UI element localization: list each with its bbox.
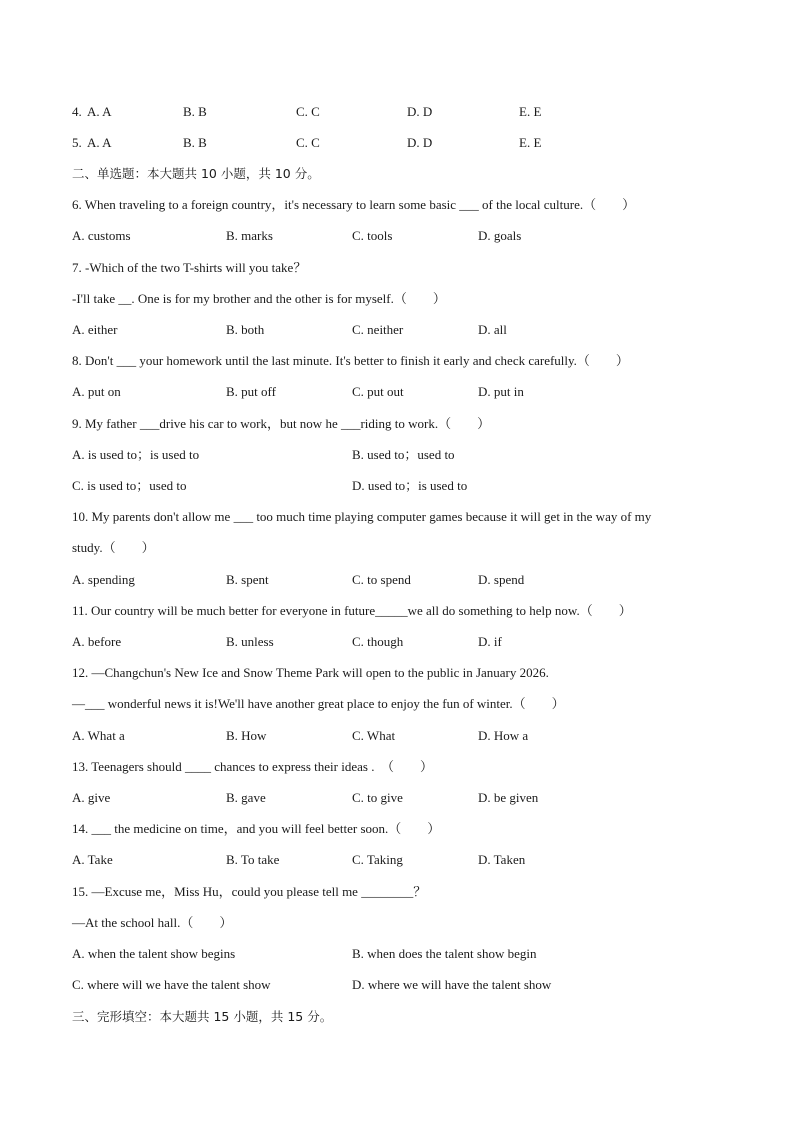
question-stem: 13. Teenagers should ____ chances to express their ideas . （ ） bbox=[72, 759, 433, 774]
option-b: B. B bbox=[183, 135, 207, 150]
option-c: C. though bbox=[352, 634, 404, 649]
question-stem: 8. Don't ___ your homework until the last minute. It's better to finish it early and check carefully.（ ） bbox=[72, 353, 629, 368]
option-c: C. Taking bbox=[352, 852, 403, 867]
option-b: B. B bbox=[183, 104, 207, 119]
option-b: B. when does the talent show begin bbox=[352, 946, 537, 961]
question-number: 4. bbox=[72, 104, 82, 119]
option-a: A. is used to；is used to bbox=[72, 447, 200, 462]
option-a: A. A bbox=[87, 135, 112, 150]
option-a: A. What a bbox=[72, 728, 125, 743]
question-stem: 10. My parents don't allow me ___ too much time playing computer games because it will get in the way of my bbox=[72, 509, 652, 524]
option-b: B. gave bbox=[226, 790, 266, 805]
question-stem: 14. ___ the medicine on time，and you will feel better soon.（ ） bbox=[72, 821, 441, 836]
section-heading: 三、完形填空：本大题共 15 小题，共 15 分。 bbox=[72, 1009, 333, 1024]
option-d: D. goals bbox=[478, 228, 522, 243]
question-number: 5. bbox=[72, 135, 82, 150]
section-heading: 二、单选题：本大题共 10 小题，共 10 分。 bbox=[72, 166, 320, 181]
option-a: A. either bbox=[72, 322, 118, 337]
option-a: A. when the talent show begins bbox=[72, 946, 236, 961]
option-e: E. E bbox=[519, 135, 542, 150]
option-c: C. to spend bbox=[352, 572, 411, 587]
question-stem: 7. -Which of the two T-shirts will you take？ bbox=[72, 260, 307, 275]
question-stem-continued: study.（ ） bbox=[72, 540, 155, 555]
option-c: C. to give bbox=[352, 790, 403, 805]
option-d: D. used to；is used to bbox=[352, 478, 468, 493]
option-a: A. put on bbox=[72, 384, 121, 399]
question-stem: 9. My father ___drive his car to work，but now he ___riding to work.（ ） bbox=[72, 416, 491, 431]
option-a: A. spending bbox=[72, 572, 135, 587]
option-b: B. put off bbox=[226, 384, 276, 399]
question-stem: 15. —Excuse me，Miss Hu，could you please tell me ________？ bbox=[72, 884, 427, 899]
option-d: D. D bbox=[407, 104, 433, 119]
option-d: D. all bbox=[478, 322, 507, 337]
option-c: C. is used to；used to bbox=[72, 478, 187, 493]
option-d: D. Taken bbox=[478, 852, 526, 867]
option-b: B. both bbox=[226, 322, 265, 337]
option-d: D. How a bbox=[478, 728, 529, 743]
option-c: C. neither bbox=[352, 322, 404, 337]
option-d: D. D bbox=[407, 135, 433, 150]
option-d: D. if bbox=[478, 634, 502, 649]
option-a: A. give bbox=[72, 790, 111, 805]
option-a: A. A bbox=[87, 104, 112, 119]
question-stem-continued: —___ wonderful news it is!We'll have another great place to enjoy the fun of winter.（ ） bbox=[72, 696, 565, 711]
question-stem-continued: -I'll take __. One is for my brother and the other is for myself.（ ） bbox=[72, 291, 446, 306]
option-c: C. where will we have the talent show bbox=[72, 977, 271, 992]
option-e: E. E bbox=[519, 104, 542, 119]
option-b: B. unless bbox=[226, 634, 274, 649]
option-c: C. put out bbox=[352, 384, 404, 399]
option-b: B. marks bbox=[226, 228, 273, 243]
option-d: D. be given bbox=[478, 790, 539, 805]
option-b: B. used to；used to bbox=[352, 447, 455, 462]
question-stem: 6. When traveling to a foreign country，it's necessary to learn some basic ___ of the local culture.（ ） bbox=[72, 197, 636, 212]
option-d: D. put in bbox=[478, 384, 524, 399]
option-c: C. C bbox=[296, 104, 320, 119]
question-stem: 11. Our country will be much better for everyone in future_____we all do something to help now.（ ） bbox=[72, 603, 632, 618]
option-d: D. where we will have the talent show bbox=[352, 977, 552, 992]
question-stem: 12. —Changchun's New Ice and Snow Theme Park will open to the public in January 2026. bbox=[72, 665, 549, 680]
option-c: C. C bbox=[296, 135, 320, 150]
option-a: A. before bbox=[72, 634, 122, 649]
option-d: D. spend bbox=[478, 572, 525, 587]
option-c: C. What bbox=[352, 728, 396, 743]
option-c: C. tools bbox=[352, 228, 393, 243]
question-stem-continued: —At the school hall.（ ） bbox=[72, 915, 233, 930]
option-a: A. customs bbox=[72, 228, 131, 243]
option-b: B. To take bbox=[226, 852, 280, 867]
option-b: B. How bbox=[226, 728, 267, 743]
option-b: B. spent bbox=[226, 572, 269, 587]
option-a: A. Take bbox=[72, 852, 113, 867]
